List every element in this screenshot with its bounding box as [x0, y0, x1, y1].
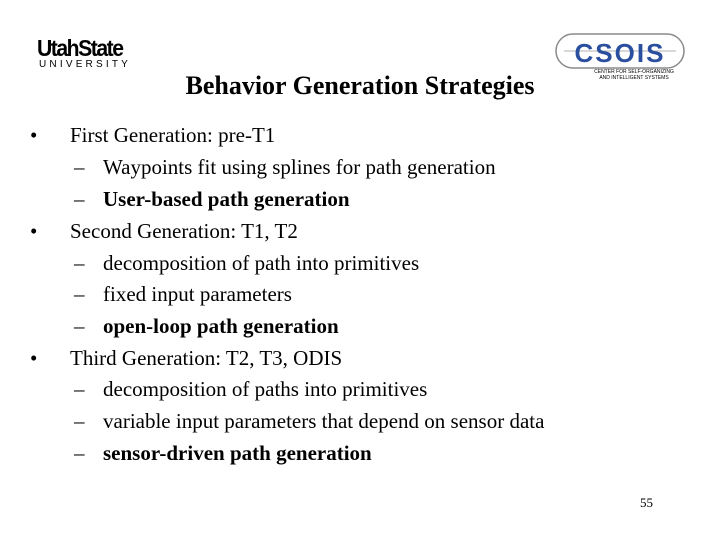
utah-state-logo-university: UNIVERSITY: [39, 59, 132, 70]
bullet-dot: •: [30, 219, 38, 243]
sub-bullet-text: decomposition of paths into primitives: [103, 377, 428, 401]
dash-marker: –: [74, 314, 85, 338]
sub-bullet-text: Waypoints fit using splines for path generation: [103, 155, 496, 179]
dash-marker: –: [74, 377, 85, 401]
csois-logo-caption-1: CENTER FOR SELF-ORGANIZING: [594, 69, 674, 75]
csois-logo-wordmark: CSOIS: [574, 38, 666, 68]
dash-marker: –: [74, 187, 85, 211]
sub-bullet-text: open-loop path generation: [103, 314, 339, 338]
dash-marker: –: [74, 155, 85, 179]
sub-bullet-text: fixed input parameters: [103, 282, 292, 306]
dash-marker: –: [74, 441, 85, 465]
sub-bullet-text: decomposition of path into primitives: [103, 251, 420, 275]
bullet-dot: •: [30, 346, 38, 370]
bullet-text: First Generation: pre-T1: [70, 123, 276, 147]
sub-bullet-text: User-based path generation: [103, 187, 350, 211]
utah-state-logo-wordmark: UtahState: [37, 35, 123, 61]
bullet-text: Third Generation: T2, T3, ODIS: [70, 346, 343, 370]
csois-logo-caption-2: AND INTELLIGENT SYSTEMS: [599, 75, 669, 80]
sub-bullet-text: sensor-driven path generation: [103, 441, 372, 465]
dash-marker: –: [74, 251, 85, 275]
utah-state-logo: [37, 36, 145, 70]
sub-bullet-text: variable input parameters that depend on sensor data: [103, 409, 545, 433]
bullet-dot: •: [30, 123, 38, 147]
dash-marker: –: [74, 282, 85, 306]
bullet-text: Second Generation: T1, T2: [70, 219, 298, 243]
page-number: 55: [640, 495, 653, 510]
slide-title: Behavior Generation Strategies: [185, 71, 535, 100]
dash-marker: –: [74, 409, 85, 433]
